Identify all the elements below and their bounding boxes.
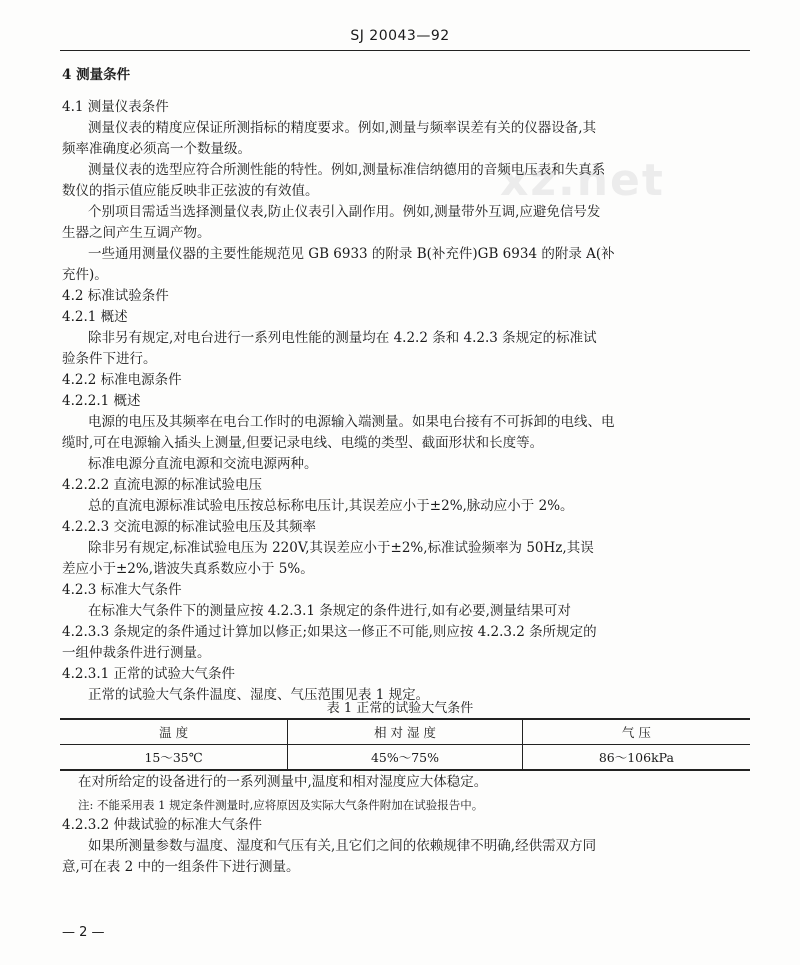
note: 注: 不能采用表 1 规定条件测量时,应将原因及实际大气条件附加在试验报告中。 — [78, 798, 484, 812]
paragraph: 数仪的指示值应能反映非正弦波的有效值。 — [62, 183, 319, 199]
paragraph: 在标准大气条件下的测量应按 4.2.3.1 条规定的条件进行,如有必要,测量结果可对 — [88, 603, 571, 619]
table-cell-humidity: 45%～75% — [288, 745, 523, 771]
doc-code-header: SJ 20043—92 — [350, 28, 450, 44]
section-4-2-3-2-heading: 4.2.3.2 仲裁试验的标准大气条件 — [62, 817, 263, 833]
section-4-2-2-heading: 4.2.2 标准电源条件 — [62, 372, 182, 388]
paragraph: 电源的电压及其频率在电台工作时的电源输入端测量。如果电台接有不可拆卸的电线、电 — [88, 414, 615, 430]
section-4-2-1-heading: 4.2.1 概述 — [62, 309, 128, 325]
paragraph: 差应小于±2%,谐波失真系数应小于 5%。 — [62, 561, 314, 577]
paragraph: 4.2.3.3 条规定的条件通过计算加以修正;如果这一修正不可能,则应按 4.2.3.2 条所规定的 — [62, 624, 597, 640]
watermark: xz.net — [500, 155, 665, 206]
table-header-cell: 温 度 — [60, 719, 288, 745]
paragraph: 测量仪表的精度应保证所测指标的精度要求。例如,测量与频率误差有关的仪器设备,其 — [88, 120, 597, 136]
paragraph: 缆时,可在电源输入插头上测量,但要记录电线、电缆的类型、截面形状和长度等。 — [62, 435, 544, 451]
paragraph: 除非另有规定,标准试验电压为 220V,其误差应小于±2%,标准试验频率为 50Hz,其误 — [88, 540, 594, 556]
section-4-2-2-2-heading: 4.2.2.2 直流电源的标准试验电压 — [62, 477, 263, 493]
paragraph: 一组仲裁条件进行测量。 — [62, 645, 211, 661]
paragraph: 意,可在表 2 中的一组条件下进行测量。 — [62, 859, 300, 875]
section-4-heading: 4 测量条件 — [62, 67, 131, 83]
paragraph: 生器之间产生互调产物。 — [62, 225, 211, 241]
paragraph: 除非另有规定,对电台进行一系列电性能的测量均在 4.2.2 条和 4.2.3 条规定的标准试 — [88, 330, 597, 346]
paragraph: 充件)。 — [62, 267, 108, 283]
atmospheric-conditions-table — [60, 718, 750, 771]
paragraph: 一些通用测量仪器的主要性能规范见 GB 6933 的附录 B(补充件)GB 6934 的附录 A(补 — [88, 246, 615, 262]
paragraph: 如果所测量参数与温度、湿度和气压有关,且它们之间的依赖规律不明确,经供需双方同 — [88, 838, 597, 854]
paragraph: 标准电源分直流电源和交流电源两种。 — [88, 456, 318, 472]
section-4-2-heading: 4.2 标准试验条件 — [62, 288, 169, 304]
section-4-2-3-1-heading: 4.2.3.1 正常的试验大气条件 — [62, 666, 236, 682]
section-4-2-2-3-heading: 4.2.2.3 交流电源的标准试验电压及其频率 — [62, 519, 317, 535]
header-rule — [60, 50, 750, 51]
paragraph: 在对所给定的设备进行的一系列测量中,温度和相对湿度应大体稳定。 — [78, 774, 488, 790]
paragraph: 测量仪表的选型应符合所测性能的特性。例如,测量标准信纳德用的音频电压表和失真系 — [88, 162, 606, 178]
table-cell-temperature: 15～35℃ — [60, 745, 288, 771]
page-number: — 2 — — [62, 925, 105, 940]
paragraph: 频率准确度必须高一个数量级。 — [62, 141, 251, 157]
section-4-1-heading: 4.1 测量仪表条件 — [62, 99, 169, 115]
paragraph: 验条件下进行。 — [62, 351, 157, 367]
table-row — [60, 745, 750, 771]
section-4-2-3-heading: 4.2.3 标准大气条件 — [62, 582, 182, 598]
table-cell-pressure: 86～106kPa — [522, 745, 750, 771]
paragraph: 总的直流电源标准试验电压按总标称电压计,其误差应小于±2%,脉动应小于 2%。 — [88, 498, 574, 514]
table-header-row — [60, 719, 750, 745]
table-caption: 表 1 正常的试验大气条件 — [326, 701, 474, 716]
table-header-cell: 相 对 湿 度 — [288, 719, 523, 745]
paragraph: 正常的试验大气条件温度、湿度、气压范围见表 1 规定。 — [88, 687, 430, 703]
table-header-cell: 气 压 — [522, 719, 750, 745]
section-4-2-2-1-heading: 4.2.2.1 概述 — [62, 393, 141, 409]
paragraph: 个别项目需适当选择测量仪表,防止仪表引入副作用。例如,测量带外互调,应避免信号发 — [88, 204, 601, 220]
